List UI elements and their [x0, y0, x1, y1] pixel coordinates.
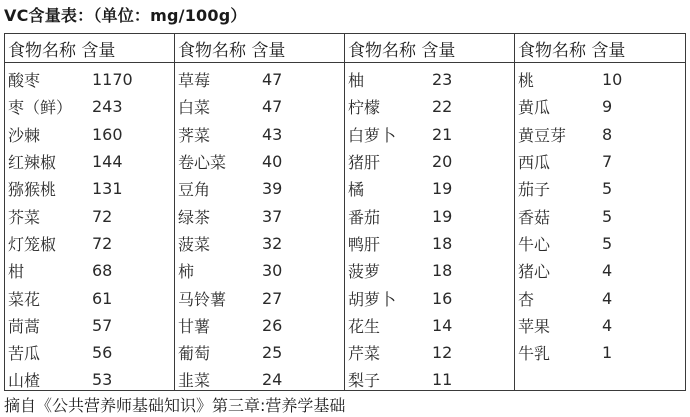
vc-content-table	[4, 33, 686, 391]
vc-value: 18	[432, 233, 453, 253]
vc-value: 72	[92, 233, 113, 253]
vc-value: 5	[602, 233, 613, 253]
vc-value: 4	[602, 288, 613, 308]
table-row	[175, 175, 344, 202]
vc-value: 131	[92, 179, 123, 199]
table-row	[5, 312, 174, 339]
vc-value: 11	[432, 370, 453, 390]
table-row	[5, 339, 174, 366]
vc-value: 19	[432, 179, 453, 199]
table-row	[175, 339, 344, 366]
vc-value: 1	[602, 343, 613, 363]
vc-value: 243	[92, 97, 123, 117]
table-row	[5, 175, 174, 202]
table-title: VC含量表：（单位：mg/100g）	[4, 6, 247, 25]
food-name: 猪心	[518, 262, 551, 282]
food-name: 黄瓜	[518, 98, 551, 118]
food-name: 菠萝	[348, 262, 381, 282]
vc-value: 5	[602, 206, 613, 226]
food-name: 葡萄	[178, 344, 211, 364]
table-row	[515, 284, 685, 311]
row-list	[515, 63, 685, 366]
vc-value: 160	[92, 124, 123, 144]
vc-value: 47	[262, 97, 283, 117]
table-row	[515, 312, 685, 339]
food-name: 桃	[518, 71, 535, 91]
vc-value: 22	[432, 97, 453, 117]
food-name: 梨子	[348, 371, 381, 391]
food-name: 白菜	[178, 98, 211, 118]
vc-value: 40	[262, 152, 283, 172]
vc-value: 20	[432, 152, 453, 172]
vc-value: 18	[432, 261, 453, 281]
table-row	[345, 339, 514, 366]
food-name: 香菇	[518, 207, 551, 227]
vc-value: 72	[92, 206, 113, 226]
table-row	[345, 366, 514, 393]
food-name: 茼蒿	[8, 316, 41, 336]
table-row	[175, 93, 344, 120]
vc-value: 16	[432, 288, 453, 308]
vc-value: 4	[602, 261, 613, 281]
source-note: 摘自《公共营养师基础知识》第三章:营养学基础	[4, 396, 346, 415]
food-name: 芹菜	[348, 344, 381, 364]
food-name: 卷心菜	[178, 153, 227, 173]
food-name: 西瓜	[518, 153, 551, 173]
food-name: 草莓	[178, 71, 211, 91]
food-name: 山楂	[8, 371, 41, 391]
table-row	[175, 66, 344, 93]
table-row	[175, 257, 344, 284]
food-name: 橘	[348, 180, 365, 200]
table-row	[345, 312, 514, 339]
table-row	[345, 202, 514, 229]
vc-value: 1170	[92, 70, 133, 90]
food-name: 灯笼椒	[8, 234, 57, 254]
food-name: 红辣椒	[8, 153, 57, 173]
table-row	[5, 66, 174, 93]
table-row	[515, 148, 685, 175]
table-row	[515, 257, 685, 284]
food-name: 柑	[8, 262, 25, 282]
vc-value: 14	[432, 315, 453, 335]
vc-value: 56	[92, 343, 113, 363]
food-name: 豆角	[178, 180, 211, 200]
table-row	[175, 312, 344, 339]
vc-value: 37	[262, 206, 283, 226]
vc-value: 144	[92, 152, 123, 172]
table-row	[5, 121, 174, 148]
food-name: 杏	[518, 289, 535, 309]
row-list	[5, 63, 174, 394]
table-row	[175, 202, 344, 229]
food-name: 白萝卜	[348, 125, 397, 145]
table-row	[515, 121, 685, 148]
vc-value: 10	[602, 70, 623, 90]
table-row	[5, 230, 174, 257]
food-name: 柚	[348, 71, 365, 91]
table-row	[175, 230, 344, 257]
vc-value: 9	[602, 97, 613, 117]
table-row	[515, 339, 685, 366]
table-column	[5, 34, 175, 390]
food-name: 柠檬	[348, 98, 381, 118]
food-name: 柿	[178, 262, 195, 282]
vc-value: 53	[92, 370, 113, 390]
food-name: 酸枣	[8, 71, 41, 91]
table-row	[515, 66, 685, 93]
table-row	[345, 230, 514, 257]
vc-value: 57	[92, 315, 113, 335]
food-name: 荠菜	[178, 125, 211, 145]
table-row	[5, 93, 174, 120]
vc-value: 19	[432, 206, 453, 226]
vc-value: 4	[602, 315, 613, 335]
vc-value: 8	[602, 124, 613, 144]
table-row	[345, 148, 514, 175]
table-row	[5, 148, 174, 175]
food-name: 猕猴桃	[8, 180, 57, 200]
row-list	[345, 63, 514, 394]
food-name: 沙棘	[8, 125, 41, 145]
table-row	[345, 257, 514, 284]
table-row	[5, 257, 174, 284]
column-header: 食物名称 含量	[515, 34, 685, 63]
food-name: 苦瓜	[8, 344, 41, 364]
table-row	[175, 366, 344, 393]
food-name: 猪肝	[348, 153, 381, 173]
vc-value: 61	[92, 288, 113, 308]
row-list	[175, 63, 344, 394]
table-row	[175, 284, 344, 311]
food-name: 鸭肝	[348, 234, 381, 254]
table-column	[345, 34, 515, 390]
food-name: 菠菜	[178, 234, 211, 254]
table-column	[515, 34, 685, 390]
vc-value: 39	[262, 179, 283, 199]
table-row	[515, 230, 685, 257]
vc-value: 25	[262, 343, 283, 363]
table-row	[5, 284, 174, 311]
table-row	[515, 202, 685, 229]
table-row	[345, 66, 514, 93]
table-row	[345, 175, 514, 202]
food-name: 苹果	[518, 316, 551, 336]
table-row	[345, 284, 514, 311]
food-name: 马铃薯	[178, 289, 227, 309]
table-row	[345, 93, 514, 120]
food-name: 胡萝卜	[348, 289, 397, 309]
table-row	[5, 202, 174, 229]
table-row	[5, 366, 174, 393]
vc-value: 32	[262, 233, 283, 253]
vc-value: 30	[262, 261, 283, 281]
food-name: 枣（鲜）	[8, 98, 73, 118]
table-row	[175, 121, 344, 148]
vc-value: 43	[262, 124, 283, 144]
food-name: 牛乳	[518, 344, 551, 364]
column-header: 食物名称 含量	[345, 34, 514, 63]
table-row	[515, 175, 685, 202]
vc-value: 21	[432, 124, 453, 144]
vc-value: 47	[262, 70, 283, 90]
table-row	[175, 148, 344, 175]
food-name: 绿茶	[178, 207, 211, 227]
food-name: 牛心	[518, 234, 551, 254]
food-name: 花生	[348, 316, 381, 336]
column-header: 食物名称 含量	[5, 34, 174, 63]
table-row	[515, 93, 685, 120]
table-row	[345, 121, 514, 148]
food-name: 芥菜	[8, 207, 41, 227]
vc-value: 12	[432, 343, 453, 363]
vc-value: 27	[262, 288, 283, 308]
food-name: 甘薯	[178, 316, 211, 336]
food-name: 茄子	[518, 180, 551, 200]
food-name: 韭菜	[178, 371, 211, 391]
vc-value: 7	[602, 152, 613, 172]
food-name: 黄豆芽	[518, 125, 567, 145]
vc-value: 23	[432, 70, 453, 90]
food-name: 番茄	[348, 207, 381, 227]
vc-value: 26	[262, 315, 283, 335]
vc-value: 24	[262, 370, 283, 390]
table-column	[175, 34, 345, 390]
vc-value: 5	[602, 179, 613, 199]
column-header: 食物名称 含量	[175, 34, 344, 63]
vc-value: 68	[92, 261, 113, 281]
food-name: 菜花	[8, 289, 41, 309]
